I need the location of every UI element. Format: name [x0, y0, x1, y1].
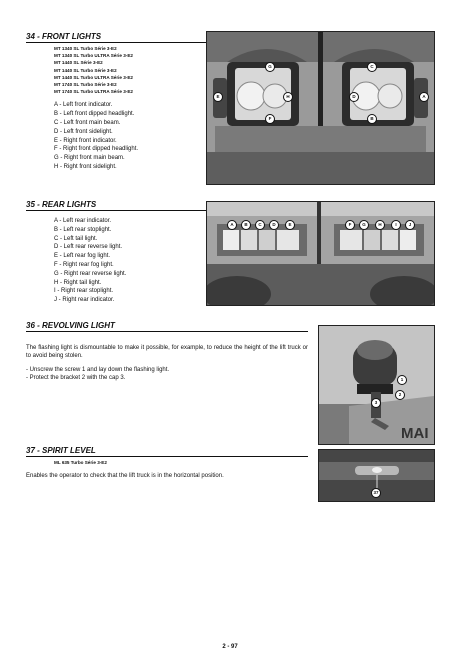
callout-label: D	[349, 92, 359, 102]
model-item: MT 1440 SL Série 3-E2	[54, 60, 103, 66]
description-paragraph: The flashing light is dismountable to make it possible, for example, to reduce the height of the lift truck or to avoid being stolen.	[26, 345, 308, 359]
section-rear-lights	[26, 200, 212, 305]
callout-label: 2	[395, 390, 405, 400]
legend-item: E - Right front indicator.	[54, 137, 117, 144]
model-list	[54, 45, 212, 95]
legend-item: D - Left rear reverse light.	[54, 244, 123, 251]
legend-item: H - Right front sidelight.	[54, 164, 117, 170]
callout-label: G	[265, 62, 275, 72]
legend-item: E - Left rear fog light.	[54, 253, 111, 260]
legend-item: C - Left tail light.	[54, 235, 98, 242]
rear-lights-illustration	[207, 202, 434, 305]
legend-item: G - Right rear reverse light.	[54, 270, 127, 277]
section-title: 35 - REAR LIGHTS	[26, 200, 212, 211]
callout-label: C	[367, 62, 377, 72]
callout-label: J	[405, 220, 415, 230]
model-item: MT 1440 SL Turbo ULTRA Série 3-E2	[54, 74, 133, 80]
callout-label: A	[419, 92, 429, 102]
instruction-list	[26, 367, 308, 382]
callout-label: F	[265, 114, 275, 124]
callout-label: G	[359, 220, 369, 230]
legend-list	[54, 217, 212, 305]
section-title: 37 - SPIRIT LEVEL	[26, 446, 308, 457]
model-item: MT 1740 SL Turbo Série 3-E2	[54, 82, 117, 88]
legend-item: G - Right front main beam.	[54, 155, 125, 162]
legend-item: H - Right tail light.	[54, 279, 102, 286]
callout-label: B	[367, 114, 377, 124]
front-lights-photo	[206, 31, 435, 185]
description-paragraph: Enables the operator to check that the lift truck is in the horizontal position.	[26, 473, 224, 480]
callout-label: D	[269, 220, 279, 230]
model-item: MT 1340 SL Turbo ULTRA Série 3-E2	[54, 53, 133, 59]
model-item: MT 1740 SL Turbo ULTRA Série 3-E2	[54, 89, 133, 95]
section-front-lights	[26, 32, 212, 172]
legend-item: B - Left front dipped headlight.	[54, 111, 135, 118]
legend-list	[54, 101, 212, 171]
callout-label: 1	[397, 375, 407, 385]
spirit-level-photo	[318, 449, 435, 502]
instruction-item: - Protect the bracket 2 with the cap 3.	[26, 375, 126, 382]
instruction-item: - Unscrew the screw 1 and lay down the flashing light.	[26, 367, 170, 374]
callout-label: C	[255, 220, 265, 230]
callout-label: 3	[371, 398, 381, 408]
callout-label: H	[375, 220, 385, 230]
callout-label: B	[241, 220, 251, 230]
rear-lights-photo	[206, 201, 435, 306]
callout-label: A	[227, 220, 237, 230]
legend-item: D - Left front sidelight.	[54, 128, 113, 135]
callout-label: E	[285, 220, 295, 230]
legend-item: A - Left front indicator.	[54, 102, 113, 109]
callout-label: I	[391, 220, 401, 230]
legend-item: F - Right front dipped headlight.	[54, 146, 139, 153]
legend-item: I - Right rear stoplight.	[54, 288, 114, 295]
model-item: ML 635 Turbo Série 3-E2	[54, 460, 107, 465]
model-item: MT 1440 SL Turbo Série 3-E2	[54, 67, 117, 73]
revolving-light-illustration	[319, 326, 434, 444]
callout-label: H	[283, 92, 293, 102]
callout-label: 37	[371, 488, 381, 498]
legend-item: C - Left front main beam.	[54, 120, 121, 127]
legend-item: A - Left rear indicator.	[54, 218, 112, 224]
page-number: 2 - 97	[222, 644, 238, 650]
callout-label: E	[213, 92, 223, 102]
legend-item: F - Right rear fog light.	[54, 261, 114, 268]
decal-text: MAI	[401, 425, 429, 442]
section-title: 36 - REVOLVING LIGHT	[26, 321, 308, 332]
callout-label: F	[345, 220, 355, 230]
section-title: 34 - FRONT LIGHTS	[26, 32, 212, 43]
front-lights-illustration	[207, 32, 434, 184]
revolving-light-photo	[318, 325, 435, 445]
legend-item: J - Right rear indicator.	[54, 297, 115, 304]
section-revolving-light	[26, 321, 308, 383]
model-item: MT 1340 SL Turbo Série 3-E2	[54, 46, 117, 51]
legend-item: B - Left rear stoplight.	[54, 226, 112, 233]
section-spirit-level	[26, 446, 308, 481]
model-list	[54, 459, 308, 466]
